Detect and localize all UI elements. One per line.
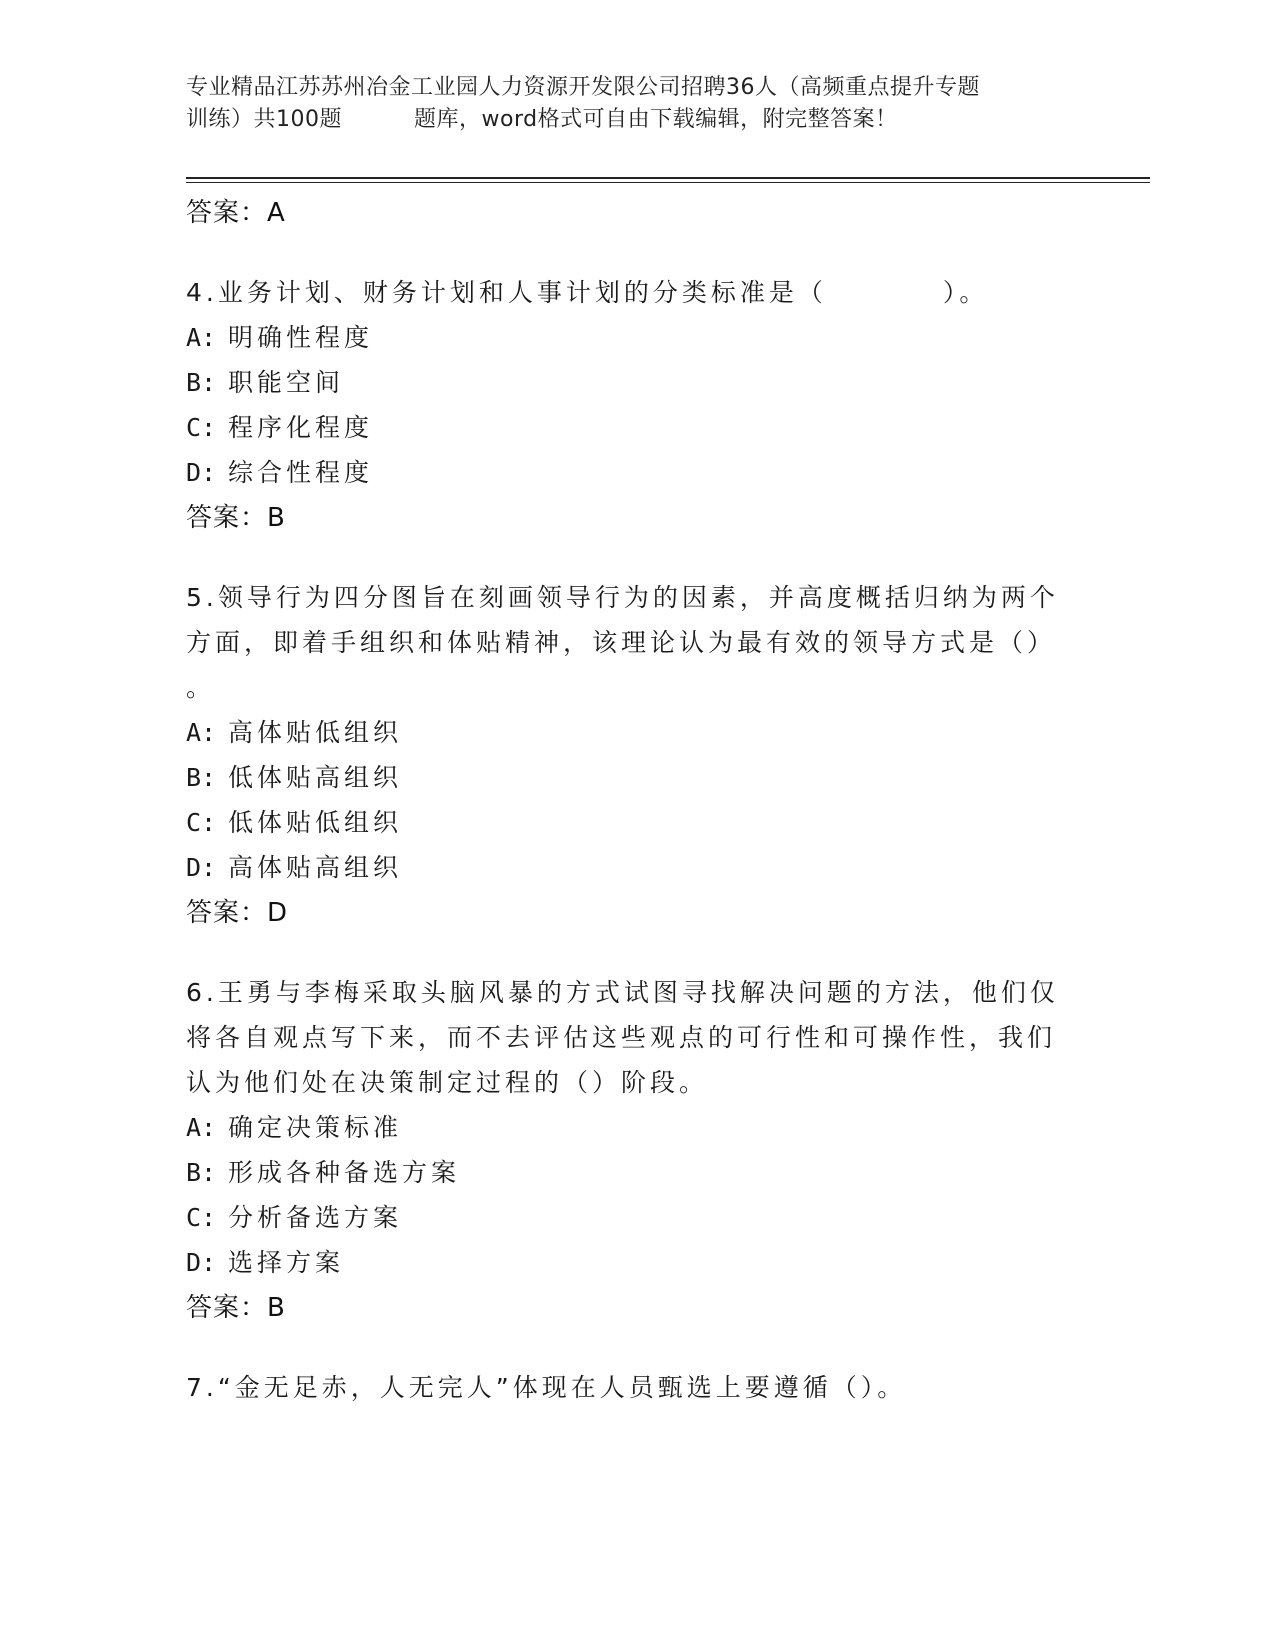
option-label: C: <box>186 413 217 442</box>
option-text: 程序化程度 <box>228 413 374 442</box>
answer-prefix: 答案： <box>186 198 268 228</box>
option-c <box>186 405 1086 450</box>
option-c <box>186 1195 1086 1240</box>
question-4 <box>186 270 1086 541</box>
option-label: B: <box>186 368 217 397</box>
question-stem-line-2: 将各自观点写下来，而不去评估这些观点的可行性和可操作性，我们 <box>186 1023 1057 1052</box>
option-a <box>186 1105 1086 1150</box>
option-label: A: <box>186 1113 217 1142</box>
answer-q3 <box>186 190 1086 236</box>
question-stem: 4.业务计划、财务计划和人事计划的分类标准是（ ）。 <box>186 278 989 307</box>
question-6 <box>186 970 1086 1331</box>
option-d <box>186 845 1086 890</box>
answer-q5 <box>186 890 1086 936</box>
answer-prefix: 答案： <box>186 503 268 533</box>
option-label: A: <box>186 718 217 747</box>
question-stem-line-3: 认为他们处在决策制定过程的（）阶段。 <box>186 1068 709 1097</box>
answer-value: B <box>267 1293 286 1323</box>
header-title-line-2 <box>186 104 1066 136</box>
question-stem-line-2: 方面，即着手组织和体贴精神，该理论认为最有效的领导方式是（） <box>186 628 1057 657</box>
answer-prefix: 答案： <box>186 898 268 928</box>
header-title-line-1: 专业精品江苏苏州冶金工业园人力资源开发限公司招聘36人（高频重点提升专题 <box>186 75 980 100</box>
option-text: 高体贴低组织 <box>228 718 403 747</box>
header-divider-thin <box>186 182 1150 183</box>
answer-value: D <box>267 898 289 928</box>
answer-q4 <box>186 495 1086 541</box>
option-text: 职能空间 <box>228 368 345 397</box>
option-label: C: <box>186 808 217 837</box>
answer-value: A <box>267 198 286 228</box>
option-label: B: <box>186 763 217 792</box>
header-title-line-2a: 训练）共100题 <box>186 107 342 132</box>
question-stem-line-3: 。 <box>186 673 216 702</box>
option-b <box>186 1150 1086 1195</box>
option-a <box>186 315 1086 360</box>
question-stem: 7.“金无足赤，人无完人”体现在人员甄选上要遵循（）。 <box>186 1373 907 1402</box>
option-text: 综合性程度 <box>228 458 374 487</box>
document-body <box>186 190 1086 1410</box>
option-text: 选择方案 <box>228 1248 345 1277</box>
header-title-line-2b: 题库，word格式可自由下载编辑，附完整答案！ <box>414 107 898 132</box>
option-d <box>186 450 1086 495</box>
option-text: 确定决策标准 <box>228 1113 403 1142</box>
document-header <box>186 72 1066 136</box>
question-stem-line-1: 6.王勇与李梅采取头脑风暴的方式试图寻找解决问题的方法，他们仅 <box>186 978 1059 1007</box>
option-text: 分析备选方案 <box>228 1203 403 1232</box>
question-5 <box>186 575 1086 936</box>
option-label: D: <box>186 1248 217 1277</box>
answer-value: B <box>267 503 286 533</box>
answer-q6 <box>186 1285 1086 1331</box>
option-label: A: <box>186 323 217 352</box>
option-text: 低体贴低组织 <box>228 808 403 837</box>
option-text: 高体贴高组织 <box>228 853 403 882</box>
question-stem-line-1: 5.领导行为四分图旨在刻画领导行为的因素，并高度概括归纳为两个 <box>186 583 1059 612</box>
option-label: D: <box>186 853 217 882</box>
option-b <box>186 360 1086 405</box>
answer-prefix: 答案： <box>186 1293 268 1323</box>
option-label: B: <box>186 1158 217 1187</box>
header-divider-thick <box>186 177 1150 179</box>
option-d <box>186 1240 1086 1285</box>
option-a <box>186 710 1086 755</box>
option-text: 形成各种备选方案 <box>228 1158 461 1187</box>
option-text: 低体贴高组织 <box>228 763 403 792</box>
option-label: C: <box>186 1203 217 1232</box>
question-7 <box>186 1365 1086 1410</box>
option-b <box>186 755 1086 800</box>
option-c <box>186 800 1086 845</box>
option-label: D: <box>186 458 217 487</box>
option-text: 明确性程度 <box>228 323 374 352</box>
